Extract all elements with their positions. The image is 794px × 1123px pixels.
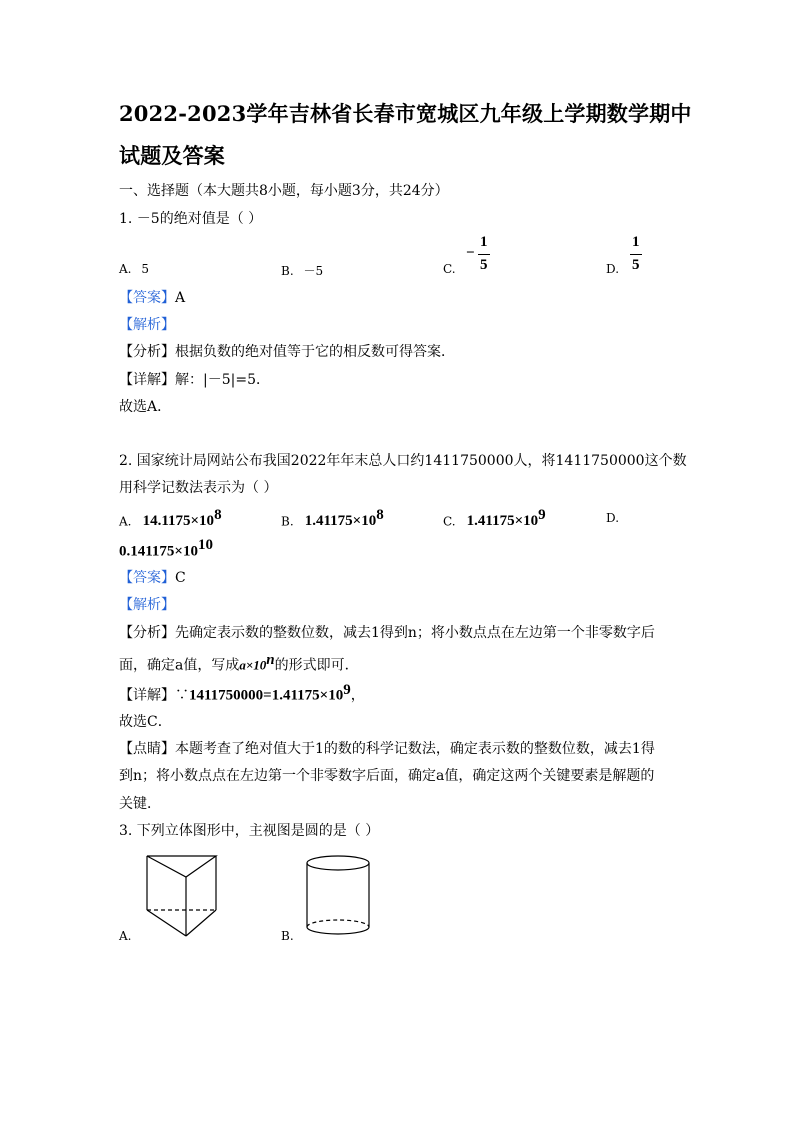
q2-choose: 故选C． — [119, 714, 172, 730]
q2-xiangjie-because: ∵ — [175, 687, 189, 704]
q1-option-c-label: C. — [443, 262, 456, 276]
q2-answer-tag: 【答案】 — [119, 570, 175, 586]
q2-option-c-label: C. — [443, 514, 456, 529]
q2-option-d-exp: 10 — [197, 537, 213, 553]
q1-choose: 故选A． — [119, 399, 172, 415]
q1-option-d-bar — [630, 254, 642, 255]
q1-fenxi-tag: 【分析】 — [119, 344, 175, 360]
q2-analysis-label: 【解析】 — [119, 597, 175, 613]
q2-option-c-base: 1.41175×10 — [466, 513, 539, 530]
q2-fenxi-tag: 【分析】 — [119, 625, 175, 641]
q1-xiangjie — [119, 369, 270, 389]
q2-dianjing-line2: 到n；将小数点点在左边第一个非零数字后面，确定a值，确定这两个关键要素是解题的 — [119, 768, 655, 784]
q2-fenxi-line1 — [119, 622, 655, 642]
q2-dianjing-line3: 关键． — [119, 796, 161, 812]
q2-stem-line1: 2. 国家统计局网站公布我国2022年年末总人口约1411750000人，将1411750000这个数 — [119, 453, 687, 469]
q2-option-d-label: D. — [606, 511, 620, 525]
q2-fenxi-text1: 先确定表示数的整数位数，减去1得到n；将小数点点在左边第一个非零数字后 — [175, 625, 655, 641]
q2-option-d-base: 0.141175×10 — [119, 543, 198, 560]
page-title-line1: 2022-2023学年吉林省长春市宽城区九年级上学期数学期中 — [119, 101, 692, 126]
q1-option-d-label: D. — [606, 262, 620, 276]
q1-analysis-tag — [119, 314, 175, 334]
q1-option-d-numerator: 1 — [632, 234, 640, 250]
q2-fenxi-text2a: 面，确定a值，写成 — [119, 657, 240, 674]
q2-fenxi-text2b: 的形式即可． — [274, 657, 359, 674]
q1-option-a-value: 5 — [141, 262, 149, 276]
q1-option-a — [119, 262, 149, 276]
q1-option-c-fraction — [466, 234, 494, 278]
q2-option-a — [119, 507, 222, 530]
q2-xiangjie-base: 1411750000=1.41175×10 — [189, 687, 344, 704]
q2-analysis-tag — [119, 594, 175, 614]
q1-option-b-value: －5 — [303, 264, 324, 278]
q1-option-a-label: A. — [119, 262, 132, 276]
q1-stem: 1. －5的绝对值是（ ） — [119, 211, 263, 227]
q2-xiangjie-tag: 【详解】 — [119, 687, 175, 704]
q2-dianjing-text1: 本题考查了绝对值大于1的数的科学记数法，确定表示数的整数位数，减去1得 — [175, 741, 655, 757]
section-heading: 一、选择题（本大题共8小题，每小题3分，共24分） — [119, 183, 449, 199]
triangular-prism-icon — [140, 852, 224, 940]
q3-stem: 3. 下列立体图形中，主视图是圆的是（ ） — [119, 823, 380, 839]
cylinder-icon — [303, 853, 375, 939]
q2-fenxi-formula-exp: n — [266, 652, 275, 668]
q2-option-a-label: A. — [119, 514, 132, 529]
q1-answer — [119, 287, 185, 307]
q2-xiangjie — [119, 682, 365, 705]
q2-option-c-exp: 9 — [538, 507, 546, 523]
q2-option-d — [119, 537, 213, 560]
page-title-line2: 试题及答案 — [119, 143, 225, 168]
q1-analysis-label: 【解析】 — [119, 317, 175, 333]
q1-option-d-denominator: 5 — [632, 257, 640, 273]
q1-option-b-label: B. — [281, 264, 294, 278]
q1-option-d-fraction — [628, 234, 648, 278]
q2-xiangjie-end: ， — [350, 687, 365, 704]
q1-answer-value: A — [175, 290, 186, 306]
q2-option-a-base: 14.1175×10 — [142, 513, 215, 530]
q1-option-c-sign: − — [466, 245, 475, 261]
q2-option-b — [281, 507, 384, 530]
q2-fenxi-formula-base: a×10 — [239, 657, 267, 673]
q2-xiangjie-exp: 9 — [343, 682, 351, 698]
q1-xiangjie-tag: 【详解】 — [119, 372, 175, 388]
q1-option-b — [281, 262, 323, 279]
q2-option-b-base: 1.41175×10 — [304, 513, 377, 530]
q2-option-c — [443, 507, 546, 530]
q1-option-c-denominator: 5 — [480, 257, 488, 273]
q2-dianjing-line1 — [119, 738, 655, 758]
q2-option-b-label: B. — [281, 514, 294, 529]
q2-answer — [119, 567, 186, 587]
q1-fenxi-text: 根据负数的绝对值等于它的相反数可得答案． — [175, 344, 455, 360]
q1-option-c-numerator: 1 — [480, 234, 488, 250]
q2-dianjing-tag: 【点睛】 — [119, 741, 175, 757]
q2-option-b-exp: 8 — [376, 507, 384, 523]
q2-answer-value: C — [175, 570, 186, 586]
q1-option-c-bar — [478, 254, 490, 255]
q1-xiangjie-text: 解：|－5|=5． — [175, 372, 270, 388]
q2-fenxi-line2 — [119, 652, 359, 675]
q1-answer-tag: 【答案】 — [119, 290, 175, 306]
q3-option-b-label: B. — [281, 929, 294, 943]
q2-stem-line2: 用科学记数法表示为（ ） — [119, 480, 278, 496]
q1-fenxi — [119, 341, 455, 361]
q3-option-a-label: A. — [119, 929, 132, 943]
q2-option-a-exp: 8 — [214, 507, 222, 523]
